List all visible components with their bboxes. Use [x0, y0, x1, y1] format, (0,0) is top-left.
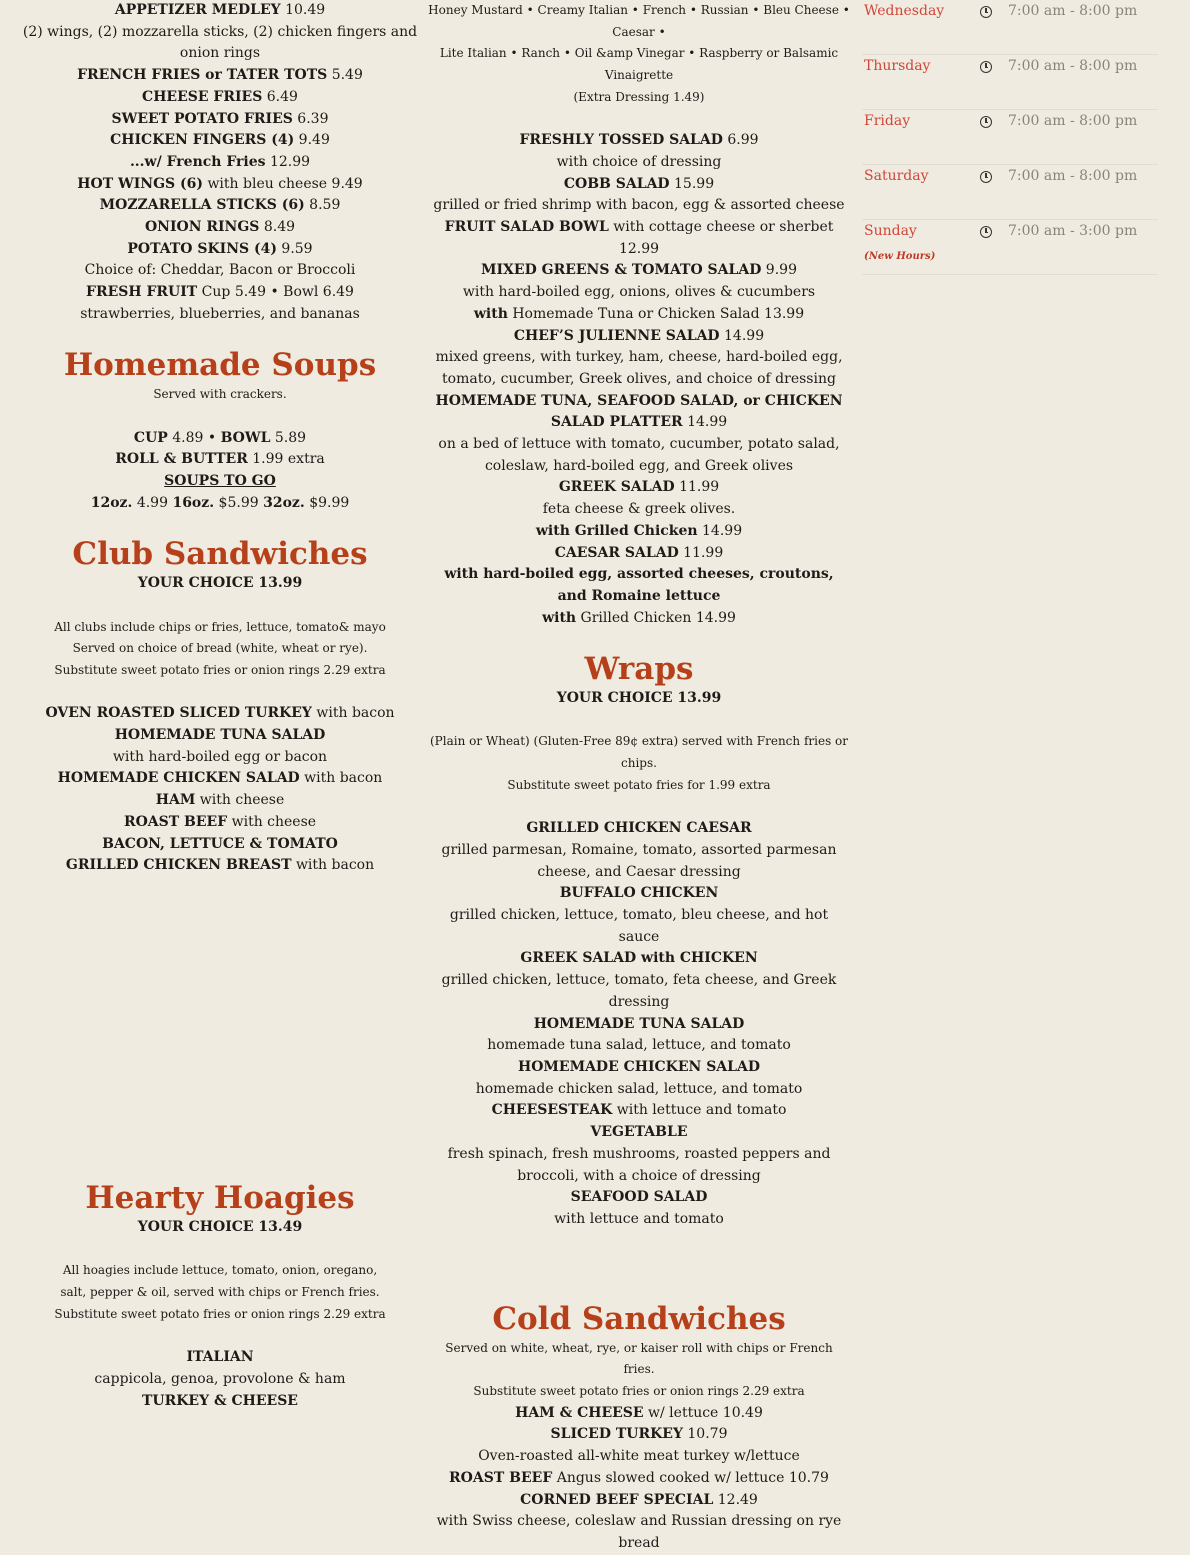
menu-item: [428, 1014, 850, 1036]
menu-item-name: POTATO SKINS (4): [127, 240, 277, 257]
menu-item-detail: 11.99: [678, 544, 724, 561]
menu-item: [20, 260, 420, 282]
menu-item: [20, 855, 420, 877]
menu-item: [428, 391, 850, 434]
menu-item-name: FRESHLY TOSSED SALAD: [519, 132, 723, 149]
menu-item: [428, 130, 850, 152]
menu-item-detail: 14.99: [719, 327, 765, 344]
menu-column-left: [20, 0, 420, 1412]
menu-item-detail: 11.99: [674, 479, 720, 496]
menu-item: [428, 818, 850, 840]
menu-item-detail: 14.99: [682, 414, 728, 431]
menu-item-price: 9.59: [276, 240, 313, 257]
menu-item-name: MIXED GREENS & TOMATO SALAD: [481, 262, 762, 279]
menu-item: [20, 22, 420, 65]
menu-item-detail: 9.99: [761, 262, 797, 279]
soups-heading: Homemade Soups: [63, 347, 377, 384]
menu-item: [428, 1403, 850, 1425]
menu-item: [428, 499, 850, 521]
menu-item: [20, 725, 420, 747]
menu-item: [428, 282, 850, 304]
hours-day: Thursday: [864, 58, 931, 74]
menu-item: [428, 217, 850, 260]
menu-item-price: Cup 5.49 • Bowl 6.49: [197, 284, 354, 301]
menu-item-price: 6.49: [262, 88, 298, 105]
clubs-note: All clubs include chips or fries, lettuce, tomato& mayo: [54, 619, 386, 634]
soups-to-go-label: SOUPS TO GO: [164, 473, 276, 490]
menu-item-detail: Angus slowed cooked w/ lettuce 10.79: [552, 1469, 829, 1486]
menu-item-price: 6.39: [292, 110, 329, 127]
menu-item-name: FRESH FRUIT: [86, 284, 198, 301]
wraps-note: Substitute sweet potato fries for 1.99 extra: [507, 777, 771, 792]
menu-item-name: SLICED TURKEY: [550, 1426, 683, 1443]
menu-item: [428, 521, 850, 543]
menu-item: [20, 174, 420, 196]
menu-item-detail: grilled chicken, lettuce, tomato, bleu cheese, and hot sauce: [449, 907, 829, 945]
menu-item: [428, 1100, 850, 1122]
menu-item: [428, 304, 850, 326]
menu-item: [20, 109, 420, 131]
hours-row: [862, 220, 1158, 275]
menu-item-name: HOT WINGS (6): [77, 175, 203, 192]
menu-item: [20, 703, 420, 725]
menu-item-name: ONION RINGS: [144, 219, 260, 236]
menu-item: [428, 948, 850, 970]
menu-item: [20, 282, 420, 304]
hours-row: [862, 0, 1158, 55]
menu-item: [428, 326, 850, 348]
menu-item-detail: Grilled Chicken 14.99: [576, 609, 736, 626]
menu-item-name: with: [473, 305, 508, 322]
menu-item: [20, 195, 420, 217]
menu-item-name: OVEN ROASTED SLICED TURKEY: [45, 705, 312, 722]
menu-item-detail: w/ lettuce 10.49: [643, 1404, 763, 1421]
clock-icon: [980, 226, 992, 238]
menu-item: [428, 1424, 850, 1446]
hours-time: 7:00 am - 3:00 pm: [1008, 223, 1138, 239]
menu-item-name: ...w/ French Fries: [129, 153, 266, 170]
menu-item-desc: cappicola, genoa, provolone & ham: [94, 1370, 346, 1387]
menu-item: [428, 260, 850, 282]
menu-item-name: HAM & CHEESE: [515, 1404, 644, 1421]
menu-item-name: TURKEY & CHEESE: [142, 1392, 298, 1409]
menu-item-name: ROAST BEEF: [123, 813, 228, 830]
menu-item: [20, 217, 420, 239]
menu-item-price: with bleu cheese 9.49: [203, 175, 363, 192]
menu-item: [428, 1490, 850, 1512]
menu-item-price: 5.49: [327, 67, 363, 84]
menu-item: [20, 747, 420, 769]
menu-item-name: BACON, LETTUCE & TOMATO: [102, 835, 338, 852]
menu-item-detail: Homemade Tuna or Chicken Salad 13.99: [507, 305, 805, 322]
menu-item: [428, 477, 850, 499]
hours-time: 7:00 am - 8:00 pm: [1008, 113, 1138, 129]
menu-item: [428, 1511, 850, 1554]
menu-item-detail: fresh spinach, fresh mushrooms, roasted peppers and broccoli, with a choice of dressing: [447, 1145, 831, 1184]
menu-item-detail: with bacon: [291, 857, 375, 874]
menu-item-detail: 15.99: [669, 175, 715, 192]
dressing-extra: (Extra Dressing 1.49): [573, 89, 705, 104]
menu-item: [20, 304, 420, 326]
hours-day: Friday: [864, 113, 911, 129]
menu-item: [428, 174, 850, 196]
menu-item-desc: Choice of: Cheddar, Bacon or Broccoli: [84, 262, 356, 279]
wraps-note: (Plain or Wheat) (Gluten-Free 89¢ extra) served with French fries or chips.: [429, 734, 848, 771]
hours-row: [862, 110, 1158, 165]
menu-item-name: HOMEMADE TUNA, SEAFOOD SALAD, or CHICKEN SALAD PLATTER: [435, 392, 843, 431]
menu-item-name: with Grilled Chicken: [535, 522, 698, 539]
salad-list: [428, 130, 850, 629]
menu-item-name: SWEET POTATO FRIES: [111, 110, 293, 127]
menu-item-name: HOMEMADE TUNA SALAD: [533, 1015, 745, 1032]
clock-icon: [980, 116, 992, 128]
menu-item: [428, 1144, 850, 1187]
clock-icon: [980, 171, 992, 183]
menu-item-detail: 14.99: [697, 522, 743, 539]
menu-item-detail: with cheese: [195, 792, 285, 809]
menu-item: [20, 0, 420, 22]
menu-item-name: GRILLED CHICKEN CAESAR: [526, 820, 752, 837]
menu-item-detail: homemade tuna salad, lettuce, and tomato: [487, 1037, 791, 1054]
menu-item-detail: grilled parmesan, Romaine, tomato, assorted parmesan cheese, and Caesar dressing: [441, 841, 837, 880]
menu-item-detail: 6.99: [722, 132, 759, 149]
hours-note: (New Hours): [864, 251, 936, 262]
hours-time: 7:00 am - 8:00 pm: [1008, 58, 1138, 74]
dressing-options: Honey Mustard • Creamy Italian • French • Russian • Bleu Cheese • Caesar •: [428, 3, 850, 39]
menu-item: [428, 608, 850, 630]
hoagies-note: Substitute sweet potato fries or onion rings 2.29 extra: [54, 1306, 386, 1321]
menu-item-detail: grilled or fried shrimp with bacon, egg & assorted cheese: [433, 197, 845, 214]
menu-item-name: SEAFOOD SALAD: [570, 1189, 708, 1206]
menu-item: [428, 1187, 850, 1209]
menu-item-price: 8.59: [304, 197, 341, 214]
menu-item: [20, 790, 420, 812]
menu-item-name: VEGETABLE: [590, 1124, 688, 1141]
menu-item: [428, 347, 850, 390]
menu-item-detail: mixed greens, with turkey, ham, cheese, hard-boiled egg, tomato, cucumber, Greek olives, and choice of dressing: [435, 349, 843, 387]
menu-item-price: 10.49: [280, 2, 326, 18]
menu-item-name: GREEK SALAD with CHICKEN: [520, 950, 758, 967]
hours-row: [862, 165, 1158, 220]
soup-sizes: CUP 4.89 • BOWL 5.89: [133, 429, 307, 446]
menu-item: [428, 1446, 850, 1468]
menu-item-price: 8.49: [259, 219, 296, 236]
clubs-choice: YOUR CHOICE 13.99: [137, 575, 303, 592]
menu-item-detail: with lettuce and tomato: [554, 1210, 724, 1227]
menu-item-desc: strawberries, blueberries, and bananas: [80, 305, 360, 322]
menu-item-name: CAESAR SALAD: [554, 544, 679, 561]
menu-item: [428, 1209, 850, 1231]
roll-and-butter: ROLL & BUTTER 1.99 extra: [115, 451, 325, 468]
menu-item-name: BUFFALO CHICKEN: [559, 885, 719, 902]
clock-icon: [980, 6, 992, 18]
menu-item-name: FRENCH FRIES or TATER TOTS: [77, 67, 328, 84]
menu-item-name: GRILLED CHICKEN BREAST: [65, 857, 292, 874]
menu-item-detail: with cheese: [227, 813, 317, 830]
menu-item-name: APPETIZER MEDLEY: [114, 2, 281, 18]
menu-item: [428, 883, 850, 905]
menu-item-detail: on a bed of lettuce with tomato, cucumber, potato salad, coleslaw, hard-boiled egg, and Greek olives: [438, 436, 840, 474]
menu-item-name: GREEK SALAD: [558, 479, 675, 496]
hoagies-heading: Hearty Hoagies: [85, 1179, 355, 1216]
menu-item-detail: feta cheese & greek olives.: [542, 501, 736, 518]
menu-item-detail: grilled chicken, lettuce, tomato, feta cheese, and Greek dressing: [441, 972, 837, 1010]
menu-item-detail: Oven-roasted all-white meat turkey w/lettuce: [478, 1448, 800, 1465]
hours-day: Saturday: [864, 168, 929, 184]
cold-list: [428, 1403, 850, 1555]
menu-item: [428, 1079, 850, 1101]
clock-icon: [980, 61, 992, 73]
menu-item-name: MOZZARELLA STICKS (6): [99, 197, 305, 214]
menu-item-desc: (2) wings, (2) mozzarella sticks, (2) chicken fingers and onion rings: [22, 23, 418, 62]
hours-panel: [862, 0, 1158, 275]
menu-item-detail: 12.49: [713, 1491, 758, 1508]
menu-item: [428, 1468, 850, 1490]
menu-item-name: CHEESESTEAK: [491, 1102, 613, 1119]
menu-item: [428, 195, 850, 217]
menu-item-name: CHEF’S JULIENNE SALAD: [513, 327, 720, 344]
menu-item-name: with: [542, 609, 577, 626]
menu-item-detail: homemade chicken salad, lettuce, and tomato: [475, 1080, 803, 1097]
menu-item: [428, 1122, 850, 1144]
menu-item: [20, 768, 420, 790]
wraps-heading: Wraps: [584, 651, 694, 688]
menu-item-price: 9.49: [294, 132, 330, 149]
menu-item: [20, 87, 420, 109]
wraps-choice: YOUR CHOICE 13.99: [556, 690, 722, 707]
hours-day: Wednesday: [864, 3, 945, 19]
menu-item-name: HAM: [155, 792, 196, 809]
dressing-options: Lite Italian • Ranch • Oil &amp Vinegar • Raspberry or Balsamic Vinaigrette: [439, 46, 839, 83]
menu-item: [20, 152, 420, 174]
menu-item-detail: with lettuce and tomato: [612, 1102, 787, 1119]
menu-item: [20, 65, 420, 87]
menu-item: [428, 1057, 850, 1079]
menu-item-name: COBB SALAD: [563, 175, 670, 192]
menu-item-name: HOMEMADE TUNA SALAD: [114, 727, 326, 744]
menu-item: [428, 434, 850, 477]
menu-item-name: FRUIT SALAD BOWL: [444, 219, 609, 236]
menu-item: [428, 564, 850, 607]
hoagies-note: salt, pepper & oil, served with chips or French fries.: [60, 1285, 380, 1300]
menu-item: [428, 152, 850, 174]
cold-note: Served on white, wheat, rye, or kaiser roll with chips or French fries.: [445, 1340, 833, 1377]
clubs-note: Served on choice of bread (white, wheat or rye).: [72, 641, 368, 656]
hoagies-note: All hoagies include lettuce, tomato, onion, oregano,: [62, 1263, 378, 1278]
menu-item-name: CORNED BEEF SPECIAL: [520, 1491, 714, 1508]
menu-item: [428, 1035, 850, 1057]
menu-item-detail: with hard-boiled egg, onions, olives & cucumbers: [462, 284, 816, 301]
menu-item-name: ROAST BEEF: [449, 1469, 553, 1486]
menu-item-detail: with Swiss cheese, coleslaw and Russian dressing on rye bread: [436, 1513, 842, 1551]
hours-day: Sunday: [864, 223, 917, 239]
menu-item-name: ITALIAN: [186, 1349, 254, 1366]
hoagies-choice: YOUR CHOICE 13.49: [137, 1218, 303, 1235]
menu-item-name: CHICKEN FINGERS (4): [110, 132, 295, 149]
menu-item: [428, 840, 850, 883]
appetizer-list: [20, 0, 420, 326]
menu-item-detail: with bacon: [299, 770, 383, 787]
cold-note: Substitute sweet potato fries or onion rings 2.29 extra: [473, 1384, 805, 1399]
soups-note: Served with crackers.: [153, 387, 287, 402]
menu-item-name: HOMEMADE CHICKEN SALAD: [57, 770, 300, 787]
menu-column-middle: [428, 0, 850, 1555]
menu-item: [428, 543, 850, 565]
hours-row: [862, 55, 1158, 110]
menu-item: [20, 239, 420, 261]
menu-item: [428, 905, 850, 948]
menu-item: [20, 130, 420, 152]
menu-item-detail: with hard-boiled egg or bacon: [112, 748, 328, 765]
cold-sandwiches-heading: Cold Sandwiches: [492, 1300, 786, 1337]
hours-time: 7:00 am - 8:00 pm: [1008, 3, 1138, 19]
hours-time: 7:00 am - 8:00 pm: [1008, 168, 1138, 184]
menu-item: [428, 970, 850, 1013]
menu-item: [20, 834, 420, 856]
menu-item-price: 12.99: [265, 153, 311, 170]
menu-item-detail: with bacon: [311, 705, 395, 722]
clubs-heading: Club Sandwiches: [72, 536, 368, 573]
menu-item-name: CHEESE FRIES: [142, 88, 263, 105]
menu-item-detail: with cottage cheese or sherbet 12.99: [608, 219, 834, 257]
soups-to-go-sizes: 12oz. 4.99 16oz. $5.99 32oz. $9.99: [90, 494, 350, 511]
menu-item-name: with hard-boiled egg, assorted cheeses, croutons, and Romaine lettuce: [444, 566, 834, 604]
menu-item-detail: 10.79: [682, 1426, 728, 1443]
menu-item-name: HOMEMADE CHICKEN SALAD: [517, 1058, 761, 1075]
clubs-note: Substitute sweet potato fries or onion rings 2.29 extra: [54, 662, 386, 677]
wrap-list: [428, 818, 850, 1230]
club-list: [20, 703, 420, 877]
menu-item: [20, 812, 420, 834]
menu-item-detail: with choice of dressing: [556, 153, 722, 170]
